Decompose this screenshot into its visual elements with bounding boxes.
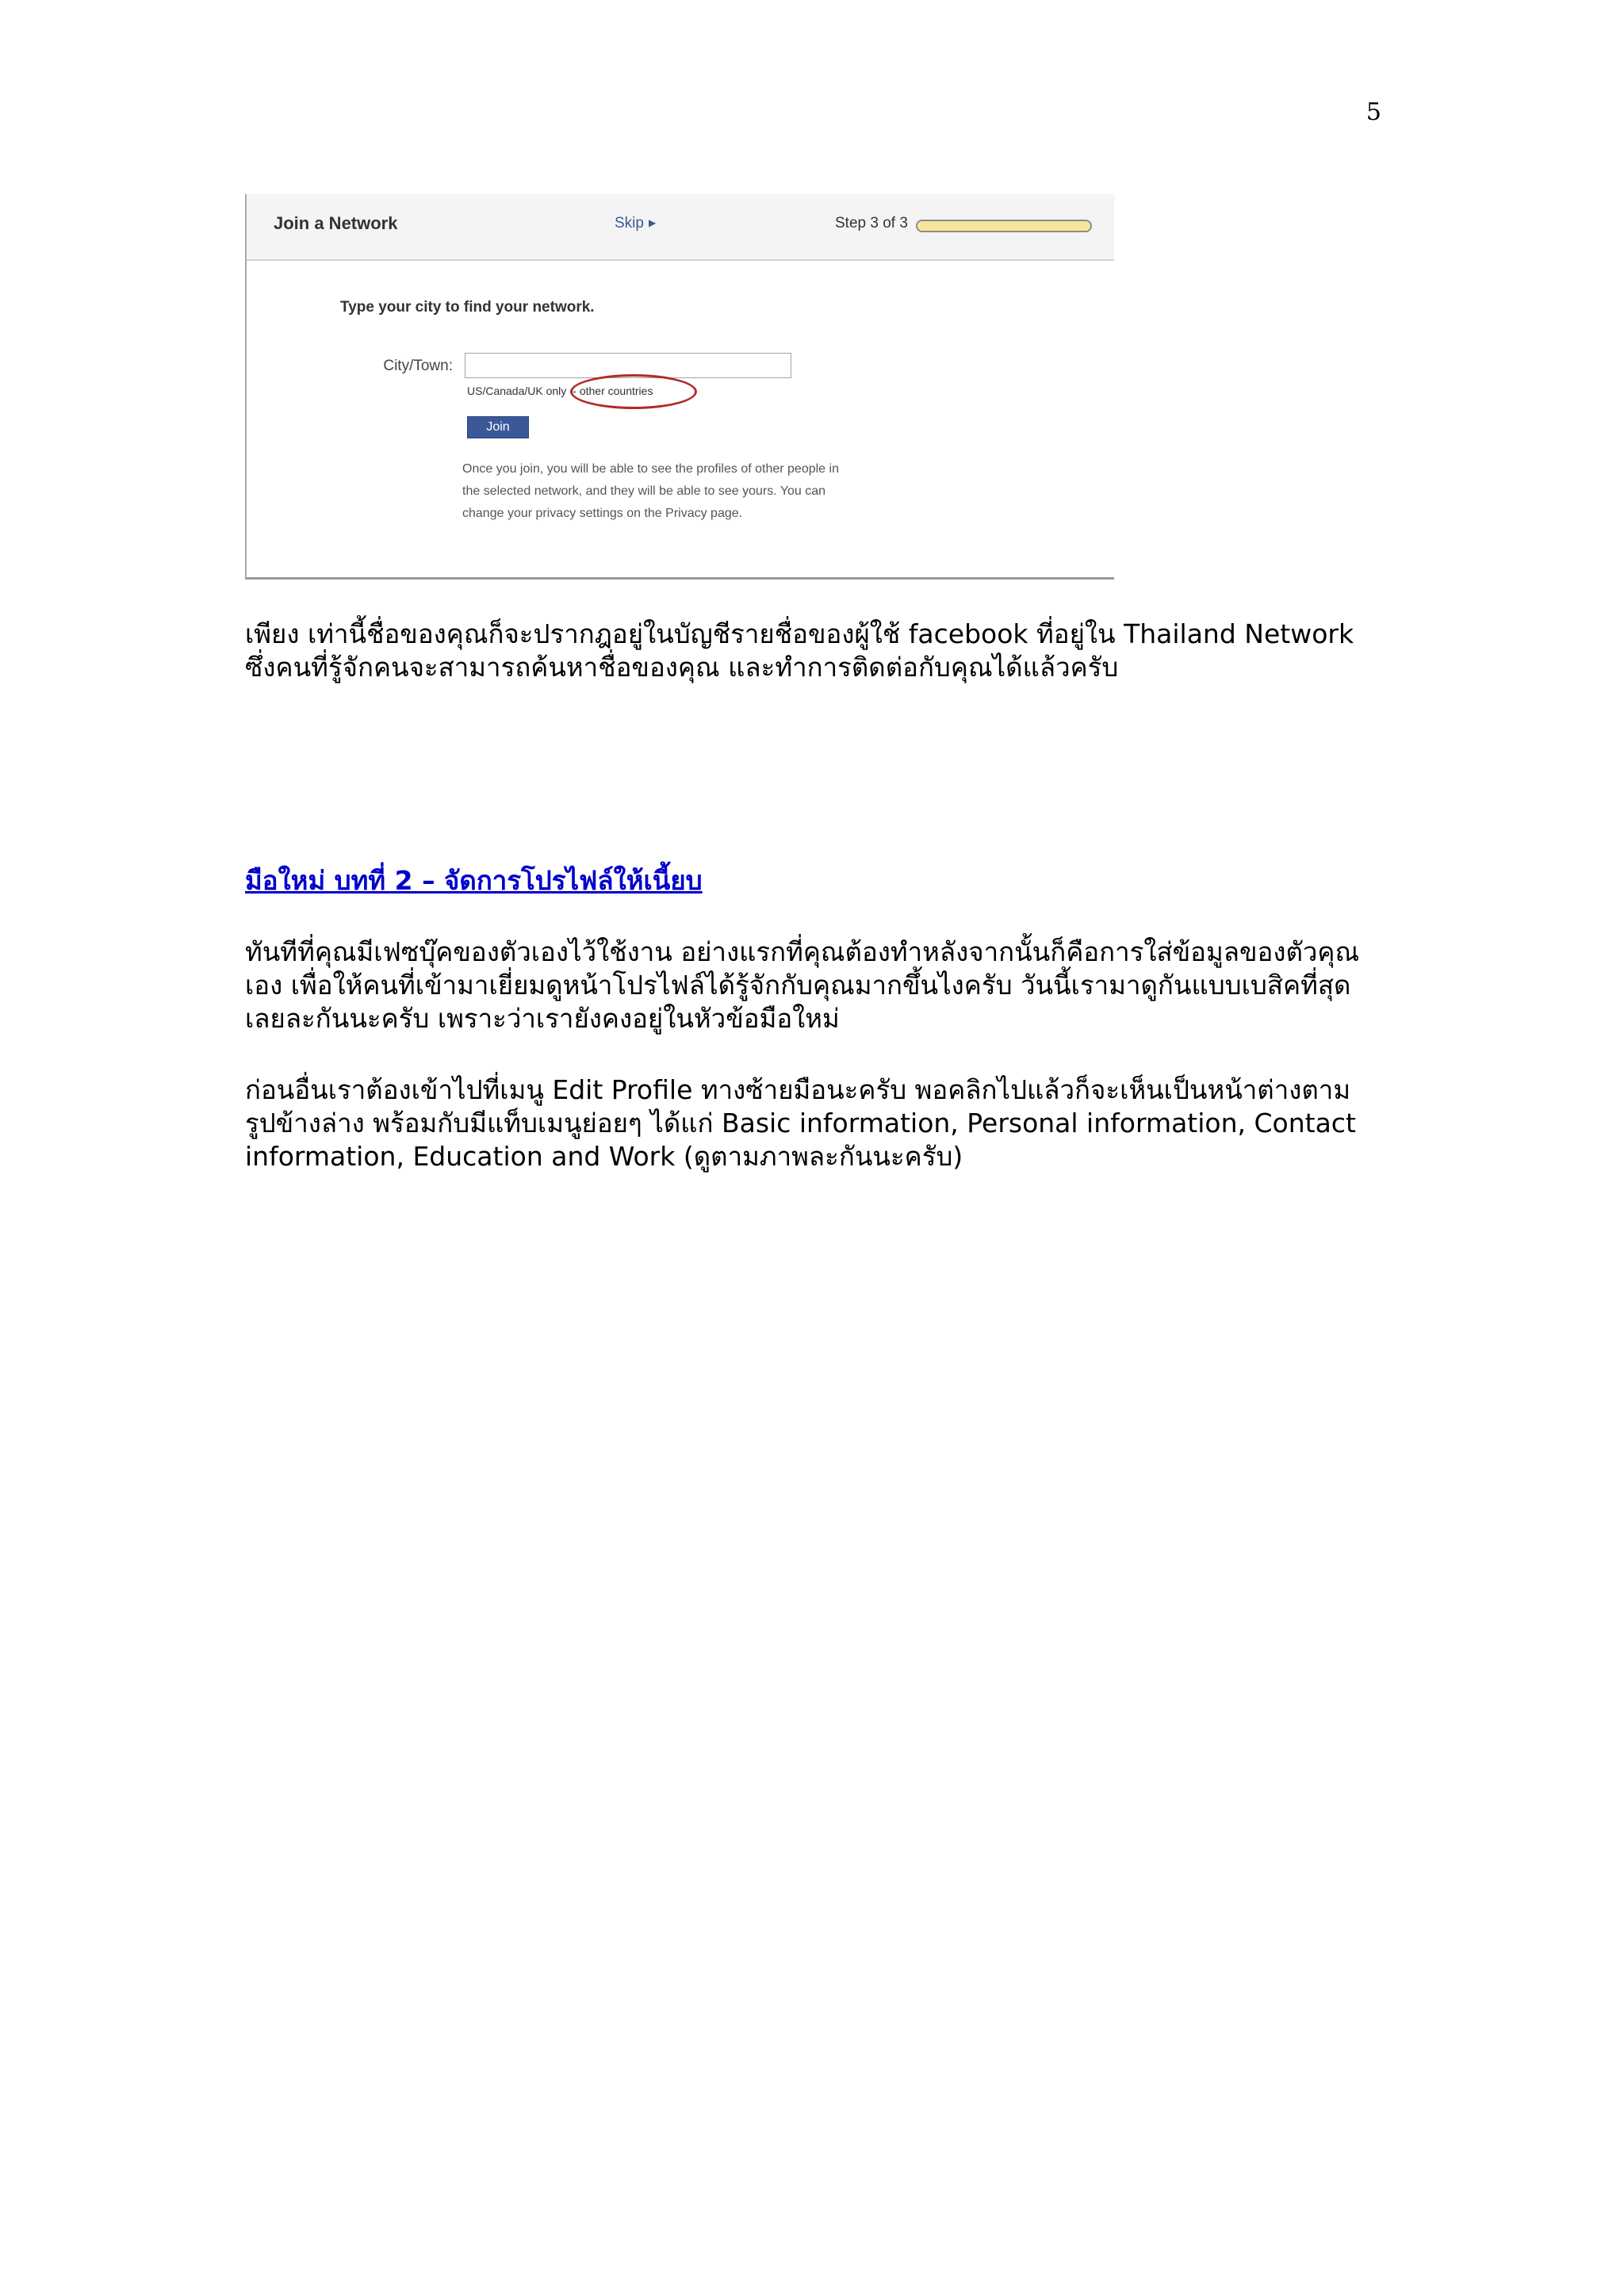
page-number: 5 xyxy=(1365,98,1381,126)
screenshot-title: Join a Network xyxy=(274,213,398,233)
join-network-screenshot xyxy=(245,194,1114,580)
city-prompt: Type your city to find your network. xyxy=(340,299,595,316)
play-arrow-icon: ▶ xyxy=(648,217,657,228)
city-hint-text: US/Canada/UK only xyxy=(467,385,567,397)
privacy-info-text: Once you join, you will be able to see the profiles of other people in the selected network, and they will be able to see yours. You can change your privacy settings on the Privacy page. xyxy=(462,462,839,520)
highlight-circle xyxy=(570,374,697,409)
progress-bar-fill xyxy=(917,221,1090,231)
city-label: City/Town: xyxy=(383,358,453,374)
skip-link[interactable] xyxy=(615,215,656,232)
progress-bar xyxy=(916,220,1092,232)
paragraph-network-result: เพียง เท่านี้ชื่อของคุณก็จะปรากฎอยู่ในบัญชีรายชื่อของผู้ใช้ facebook ที่อยู่ใน Thailand Network ซึ่งคนที่รู้จักคนจะสามารถค้นหาชื่อของคุณ และทำการติดต่อกับคุณได้แล้วครับ xyxy=(245,618,1354,683)
paragraph-edit-profile: ก่อนอื่นเราต้องเข้าไปที่เมนู Edit Profile ทางซ้ายมือนะครับ พอคลิกไปแล้วก็จะเห็นเป็นหน้าต่างตามรูปข้างล่าง พร้อมกับมีแท็บเมนูย่อยๆ ได้แก่ Basic information, Personal information, Contact information, Education and Work (ดูตามภาพละกันนะครับ) xyxy=(245,1074,1356,1172)
other-countries-link[interactable]: - other countries xyxy=(573,385,653,397)
paragraph-profile-intro: ทันทีที่คุณมีเฟซบุ๊คของตัวเองไว้ใช้งาน อย่างแรกที่คุณต้องทำหลังจากนั้นก็คือการใส่ข้อมูลของตัวคุณเอง เพื่อให้คนที่เข้ามาเยี่ยมดูหน้าโปรไฟล์ได้รู้จักกับคุณมากขึ้นไงครับ วันนี้เรามาดูกันแบบเบสิคที่สุดเลยละกันนะครับ เพราะว่าเรายังคงอยู่ในหัวข้อมือใหม่ xyxy=(245,936,1360,1034)
section-heading: มือใหม่ บทที่ 2 – จัดการโปรไฟล์ให้เนี้ยบ xyxy=(245,865,703,896)
skip-link-label: Skip xyxy=(615,215,644,232)
step-indicator: Step 3 of 3 xyxy=(835,215,908,232)
screenshot-header xyxy=(247,194,1114,261)
join-button[interactable]: Join xyxy=(467,416,529,438)
